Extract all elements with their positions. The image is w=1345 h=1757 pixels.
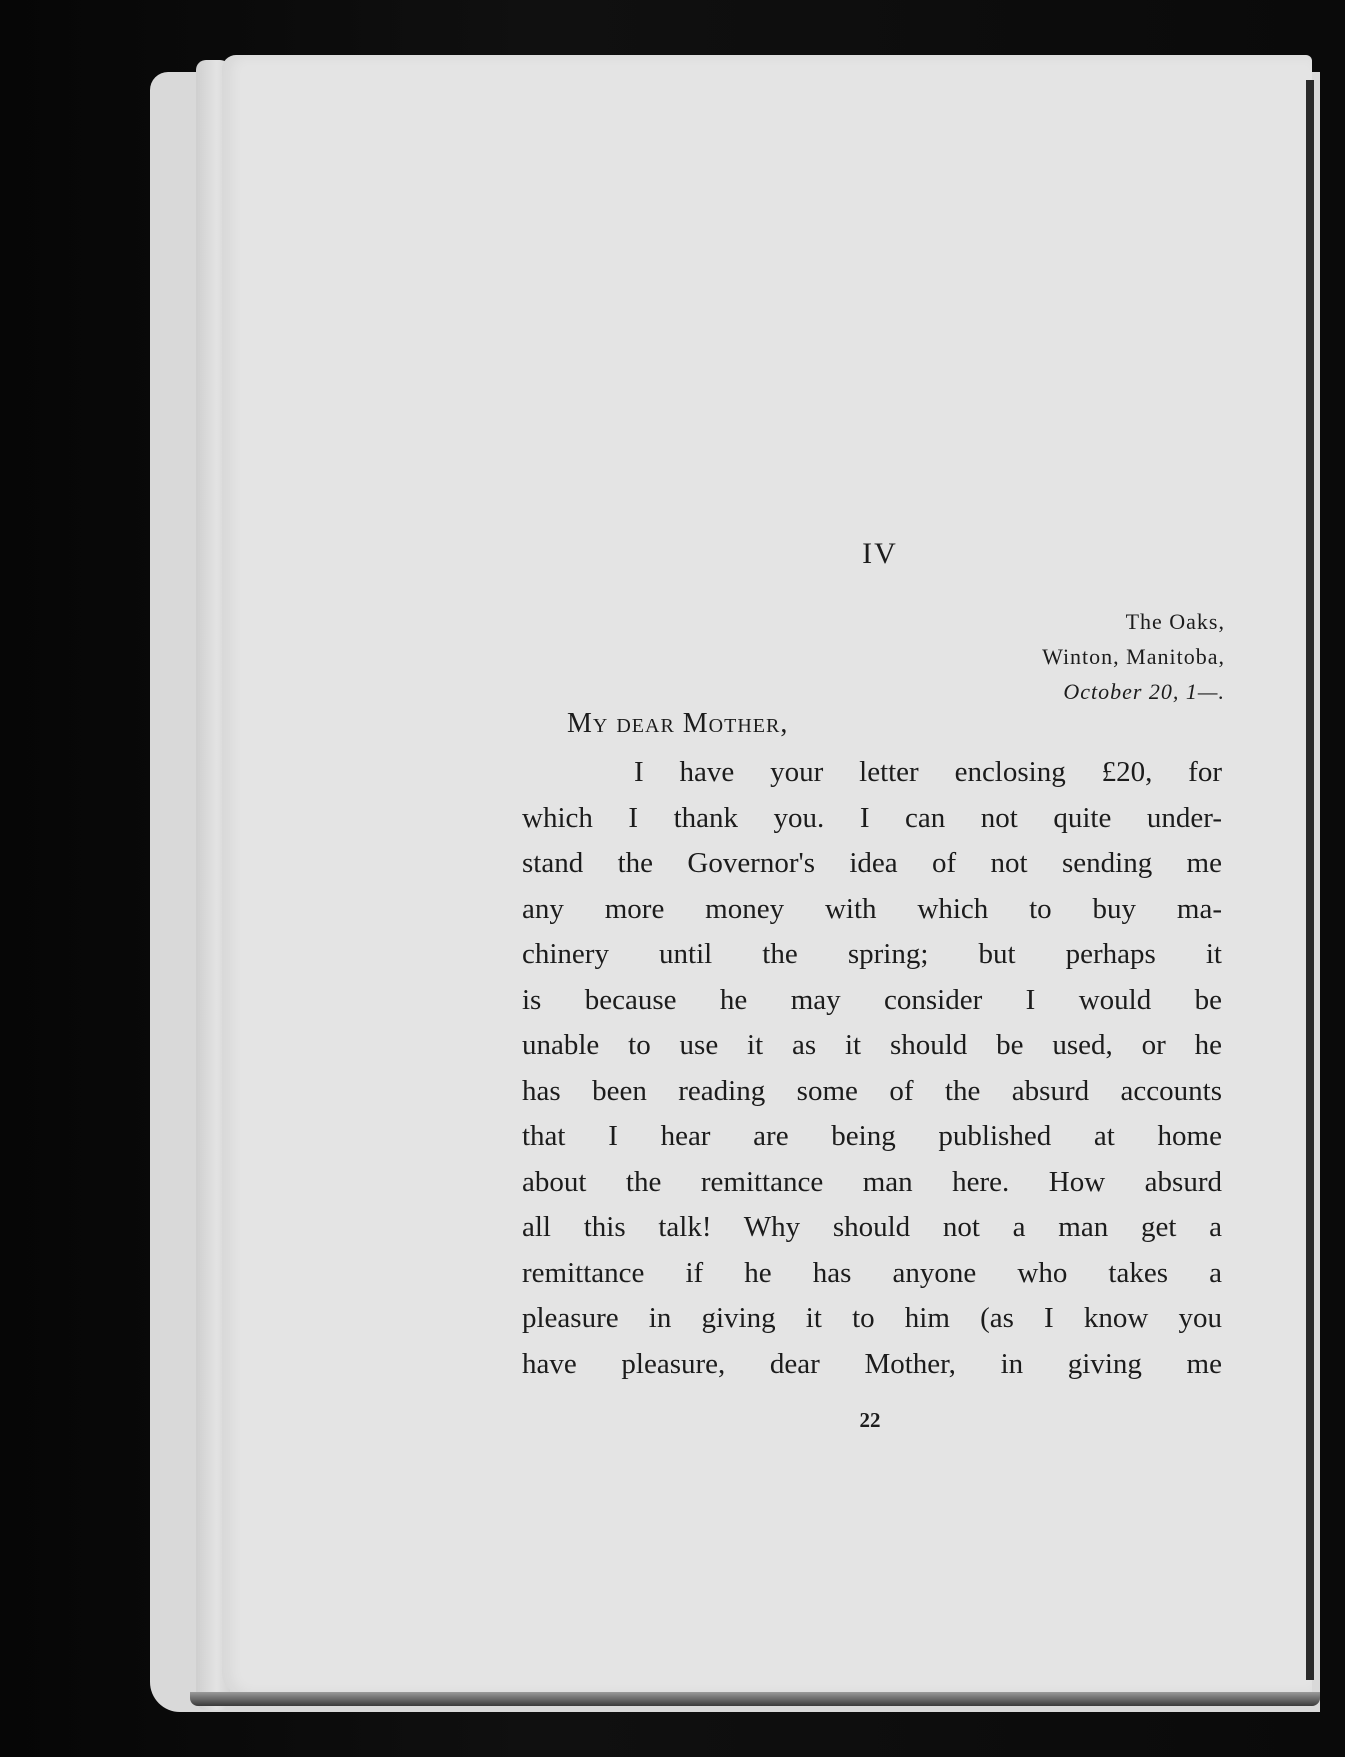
letter-date: October 20, 1—. [1063,679,1225,704]
body-line: has been reading some of the absurd accounts [522,1074,1222,1107]
body-line: pleasure in giving it to him (as I know you [522,1302,1222,1334]
body-line: which I thank you. I can not quite under- [522,801,1222,834]
body-line: is because he may consider I would be [522,983,1222,1016]
address-line-1: The Oaks, [1125,609,1225,634]
body-line: that I hear are being published at home [522,1120,1222,1152]
body-line: remittance if he has anyone who takes a [522,1256,1222,1289]
letter-body [522,750,1222,1387]
body-line: unable to use it as it should be used, or he [522,1029,1222,1061]
body-line: any more money with which to buy ma- [522,892,1222,925]
page-right-edge [1306,80,1314,1680]
body-line: about the remittance man here. How absurd [522,1165,1222,1198]
page-number: 22 [859,1408,881,1432]
page-bottom-edge [190,1692,1320,1706]
body-line: all this talk! Why should not a man get a [522,1211,1222,1243]
chapter-heading: IV [862,537,898,570]
salutation: My dear Mother, [567,708,789,739]
address-line-2: Winton, Manitoba, [1042,644,1225,669]
body-line: I have your letter enclosing £20, for [634,756,1222,788]
body-line: chinery until the spring; but perhaps it [522,938,1222,970]
body-line: stand the Governor's idea of not sending me [522,847,1222,879]
body-line: have pleasure, dear Mother, in giving me [522,1347,1222,1380]
